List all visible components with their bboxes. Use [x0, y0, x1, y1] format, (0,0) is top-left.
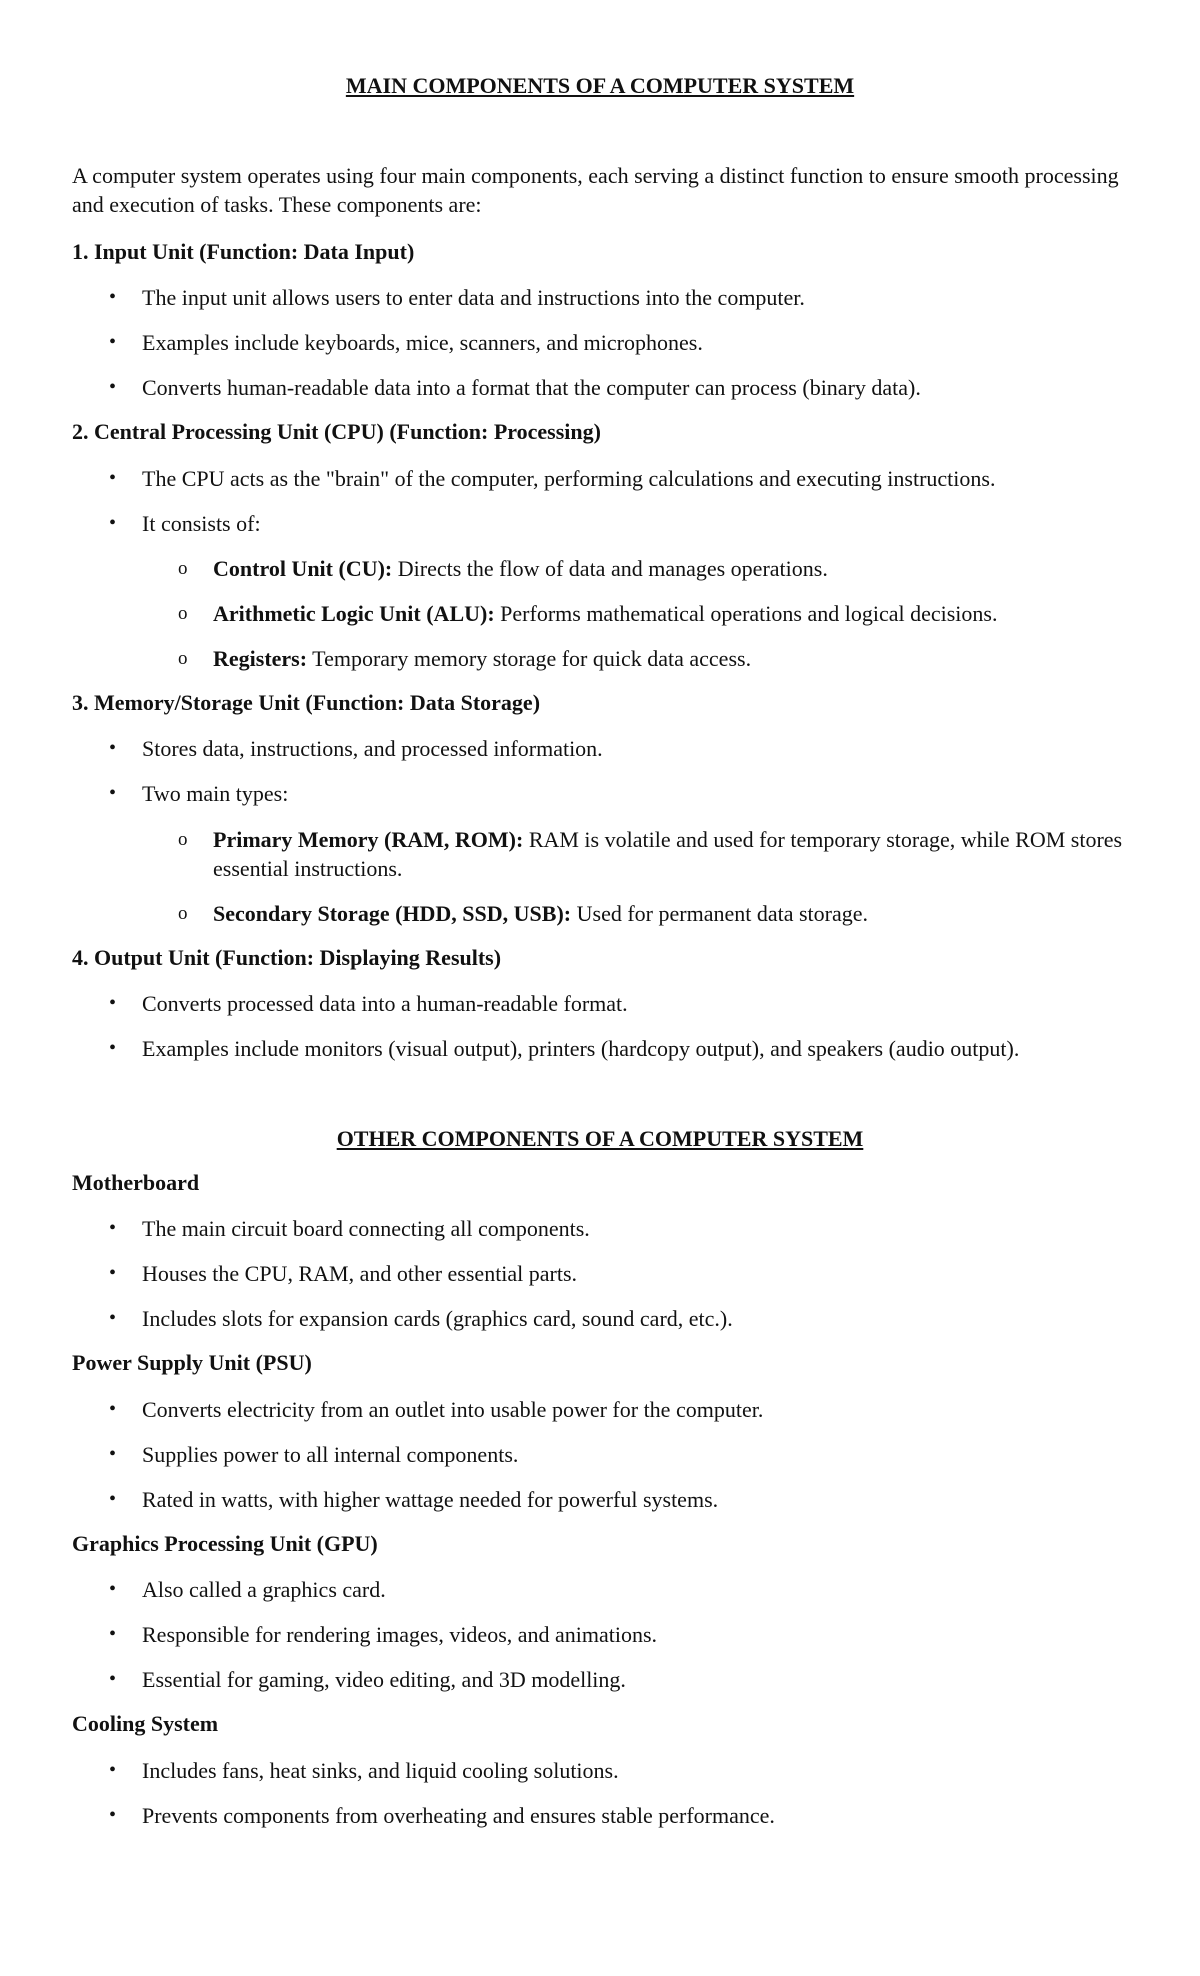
bullet-marker: •	[109, 1217, 117, 1239]
list-item: • Stores data, instructions, and processed information.	[109, 736, 603, 761]
output-unit-heading: 4. Output Unit (Function: Displaying Results)	[72, 945, 502, 970]
bullet-marker: •	[109, 1398, 117, 1420]
main-title: MAIN COMPONENTS OF A COMPUTER SYSTEM	[345, 73, 855, 98]
bullet-marker: •	[109, 1578, 117, 1600]
list-item: • Supplies power to all internal components.	[109, 1442, 519, 1467]
bullet-marker: •	[109, 1488, 117, 1510]
list-item: • Essential for gaming, video editing, and 3D modelling.	[109, 1667, 626, 1692]
sub-list-item: o Registers: Temporary memory storage for quick data access.	[178, 646, 752, 671]
bullet-marker: •	[109, 331, 117, 353]
sub-marker: o	[178, 558, 188, 579]
sub-marker: o	[178, 903, 188, 924]
list-item: • Examples include monitors (visual output), printers (hardcopy output), and speakers (audio output).	[109, 1036, 1020, 1061]
sub-marker: o	[178, 603, 188, 624]
list-item: • Converts electricity from an outlet into usable power for the computer.	[109, 1397, 764, 1422]
intro-paragraph: A computer system operates using four main components, each serving a distinct function to ensure smooth processing and execution of tasks. These components are:	[72, 163, 1119, 217]
list-item: • Converts processed data into a human-readable format.	[109, 991, 628, 1016]
list-item: • Also called a graphics card.	[109, 1577, 386, 1602]
list-item: • Includes slots for expansion cards (graphics card, sound card, etc.).	[109, 1306, 733, 1331]
bullet-marker: •	[109, 1623, 117, 1645]
list-item: • Rated in watts, with higher wattage needed for powerful systems.	[109, 1487, 719, 1512]
list-item: • The main circuit board connecting all components.	[109, 1216, 590, 1241]
bullet-marker: •	[109, 1037, 117, 1059]
list-item: • It consists of:	[109, 511, 261, 536]
sub-list-item: o Arithmetic Logic Unit (ALU): Performs mathematical operations and logical decisions.	[178, 601, 998, 626]
input-unit-heading: 1. Input Unit (Function: Data Input)	[72, 239, 415, 264]
list-item: • The CPU acts as the "brain" of the computer, performing calculations and executing instructions.	[109, 466, 996, 491]
list-item: • The input unit allows users to enter data and instructions into the computer.	[109, 285, 805, 310]
list-item: • Houses the CPU, RAM, and other essential parts.	[109, 1261, 578, 1286]
bullet-marker: •	[109, 1804, 117, 1826]
list-item: • Includes fans, heat sinks, and liquid cooling solutions.	[109, 1758, 619, 1783]
bullet-marker: •	[109, 376, 117, 398]
bullet-marker: •	[109, 1668, 117, 1690]
motherboard-heading: Motherboard	[72, 1170, 200, 1195]
cooling-heading: Cooling System	[72, 1711, 219, 1736]
list-item: • Responsible for rendering images, videos, and animations.	[109, 1622, 658, 1647]
memory-heading: 3. Memory/Storage Unit (Function: Data Storage)	[72, 690, 541, 715]
list-item: • Converts human-readable data into a format that the computer can process (binary data).	[109, 375, 921, 400]
other-title: OTHER COMPONENTS OF A COMPUTER SYSTEM	[336, 1126, 864, 1151]
sub-marker: o	[178, 648, 188, 669]
bullet-marker: •	[109, 467, 117, 489]
sub-list-item: o Secondary Storage (HDD, SSD, USB): Used for permanent data storage.	[178, 901, 869, 926]
bullet-marker: •	[109, 1759, 117, 1781]
bullet-marker: •	[109, 1262, 117, 1284]
sub-marker: o	[178, 829, 188, 850]
bullet-marker: •	[109, 992, 117, 1014]
cpu-heading: 2. Central Processing Unit (CPU) (Function: Processing)	[72, 419, 601, 444]
bullet-marker: •	[109, 286, 117, 308]
bullet-marker: •	[109, 1307, 117, 1329]
bullet-marker: •	[109, 512, 117, 534]
psu-heading: Power Supply Unit (PSU)	[72, 1350, 312, 1375]
bullet-marker: •	[109, 782, 117, 804]
bullet-marker: •	[109, 737, 117, 759]
list-item: • Prevents components from overheating and ensures stable performance.	[109, 1803, 775, 1828]
gpu-heading: Graphics Processing Unit (GPU)	[72, 1531, 378, 1556]
list-item: • Examples include keyboards, mice, scanners, and microphones.	[109, 330, 703, 355]
sub-list-item: o Control Unit (CU): Directs the flow of data and manages operations.	[178, 556, 828, 581]
sub-list-item: o Primary Memory (RAM, ROM): RAM is volatile and used for temporary storage, while ROM stores essential instructions.	[178, 827, 1123, 881]
bullet-marker: •	[109, 1443, 117, 1465]
list-item: • Two main types:	[109, 781, 289, 806]
